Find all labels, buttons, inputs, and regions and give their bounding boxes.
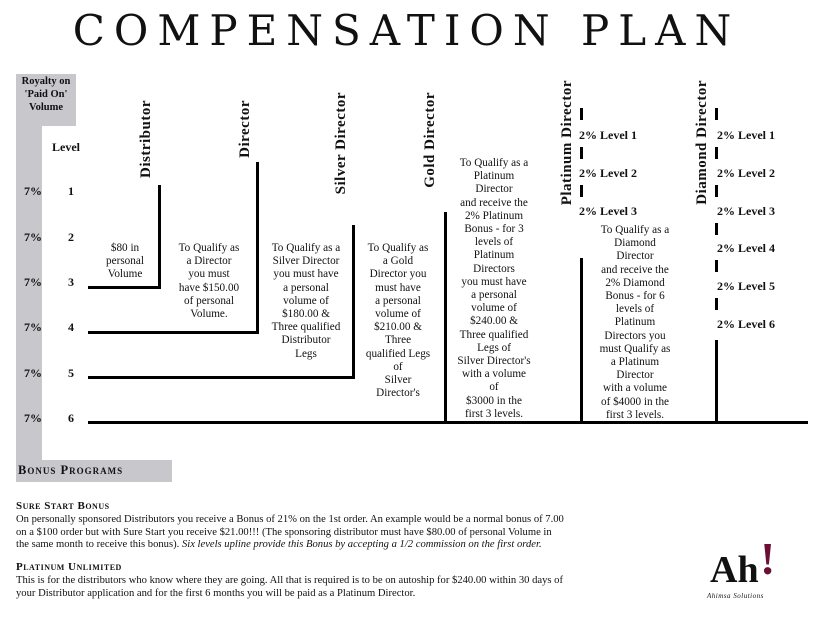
sure-start-text <box>16 514 696 552</box>
level-2-number: 2 <box>68 230 74 244</box>
platinum-unlimited-line-1: This is for the distributors who know where they are going. All that is required is to be on autoship for $240.00 within 30 days of <box>16 575 563 586</box>
platinum-unlimited-heading: Platinum Unlimited <box>16 561 122 573</box>
desc-line: Diamond <box>614 237 656 250</box>
level-2-percent: 7% <box>24 230 42 244</box>
diamond-bonus-level-3: 2% Level 3 <box>717 204 775 218</box>
desc-line: Bonus - for 3 <box>464 223 524 236</box>
desc-line: levels of <box>615 303 655 316</box>
desc-line: volume of <box>471 302 517 315</box>
sure-start-line-3 <box>16 539 696 552</box>
sidebar-band <box>16 74 42 460</box>
desc-line: personal <box>106 255 144 268</box>
desc-line: Legs <box>295 347 317 360</box>
desc-line: Silver <box>384 374 412 387</box>
desc-line: Platinum <box>473 170 515 183</box>
level-5-percent: 7% <box>24 366 42 380</box>
desc-line: a personal <box>375 294 421 307</box>
royalty-label <box>16 75 76 114</box>
director-riser <box>256 162 259 334</box>
desc-line: a Platinum <box>610 356 660 369</box>
platinum-unlimited-text <box>16 575 696 600</box>
desc-line: you must <box>188 268 230 281</box>
platinum-riser <box>580 258 583 424</box>
platinum-dash <box>580 185 583 197</box>
desc-line: a personal <box>283 281 329 294</box>
gold-riser <box>444 212 447 424</box>
desc-line: $3000 in the <box>466 394 522 407</box>
desc-line: To Qualify as <box>367 242 429 254</box>
desc-line: you must have <box>273 268 339 281</box>
desc-line: Volume <box>107 268 143 281</box>
desc-line: first 3 levels. <box>605 408 665 421</box>
desc-line: Silver Director <box>272 255 340 268</box>
diamond-dash <box>715 185 718 197</box>
desc-line: of <box>393 360 403 373</box>
desc-line: Directors you <box>604 329 666 342</box>
level-1-number: 1 <box>68 184 74 198</box>
desc-line: To Qualify as a <box>459 157 529 169</box>
level-3-number: 3 <box>68 275 74 289</box>
desc-line: Three <box>384 334 412 347</box>
rank-director: Director <box>237 100 253 158</box>
level-5-number: 5 <box>68 366 74 380</box>
desc-line: you must have <box>461 275 527 288</box>
desc-line: 2% Platinum <box>464 209 524 222</box>
desc-line: Directors <box>473 262 515 275</box>
diamond-dash <box>715 260 718 272</box>
level-heading: Level <box>52 140 80 154</box>
desc-line: and receive the <box>601 263 669 276</box>
desc-line: Director you <box>369 268 427 281</box>
logo-mark: ! <box>760 533 776 584</box>
sure-start-line-1: On personally sponsored Distributors you receive a Bonus of 21% on the 1st order. An example would be a normal bonus of 7.00 <box>16 514 564 525</box>
bonus-programs-heading: Bonus Programs <box>18 463 124 477</box>
level-6-number: 6 <box>68 411 74 425</box>
desc-line: volume of <box>375 308 421 321</box>
diamond-dash <box>715 298 718 310</box>
rank-distributor: Distributor <box>138 100 154 178</box>
director-step-line <box>88 331 259 334</box>
desc-line: first 3 levels. <box>464 407 524 420</box>
desc-line: and receive the <box>460 196 528 209</box>
desc-line: Platinum <box>614 316 656 329</box>
diamond-bonus-level-2: 2% Level 2 <box>717 166 775 180</box>
level-6-percent: 7% <box>24 411 42 425</box>
desc-line: Legs of <box>477 341 511 354</box>
desc-line: levels of <box>474 236 514 249</box>
diamond-dash <box>715 108 718 120</box>
desc-line: of $4000 in the <box>600 395 670 408</box>
desc-line: of <box>489 381 499 394</box>
platinum-unlimited-line-2: your Distributor application and for the first 6 months you will be paid as a Platinum Director. <box>16 587 416 599</box>
director-description <box>166 242 252 321</box>
distributor-step-line <box>88 286 161 289</box>
distributor-riser <box>158 185 161 289</box>
diamond-bonus-level-5: 2% Level 5 <box>717 279 775 293</box>
desc-line: To Qualify as a <box>600 224 670 236</box>
diamond-bonus-level-6: 2% Level 6 <box>717 317 775 331</box>
desc-line: volume of <box>283 294 329 307</box>
silver-step-line <box>88 376 355 379</box>
sure-start-line-3-text: the same month to receive this bonus). <box>16 539 180 551</box>
platinum-bonus-level-3: 2% Level 3 <box>579 204 637 218</box>
level-3-percent: 7% <box>24 275 42 289</box>
distributor-description <box>96 242 154 282</box>
diamond-dash <box>715 223 718 235</box>
desc-line: Bonus - for 6 <box>605 290 665 303</box>
desc-line: To Qualify as a <box>271 242 341 254</box>
desc-line: 2% Diamond <box>605 276 665 289</box>
sure-start-italic-note: Six levels upline provide this Bonus by accepting a 1/2 commission on the first order. <box>181 539 542 551</box>
desc-line: must have <box>375 281 421 294</box>
gold-step-line <box>88 421 808 424</box>
desc-line: Three qualified <box>459 328 529 341</box>
level-4-percent: 7% <box>24 320 42 334</box>
desc-line: $180.00 & <box>282 308 330 321</box>
level-4-number: 4 <box>68 320 74 334</box>
desc-line: with a volume <box>602 382 667 395</box>
platinum-bonus-level-2: 2% Level 2 <box>579 166 637 180</box>
diamond-riser <box>715 340 718 424</box>
desc-line: $210.00 & <box>374 321 422 334</box>
platinum-dash <box>580 108 583 120</box>
platinum-director-description <box>448 157 540 421</box>
desc-line: Director <box>616 369 654 382</box>
desc-line: To Qualify as <box>178 242 240 254</box>
platinum-bonus-level-1: 2% Level 1 <box>579 128 637 142</box>
desc-line: Director's <box>376 387 420 400</box>
sure-start-heading: Sure Start Bonus <box>16 500 110 512</box>
desc-line: Director <box>616 250 654 263</box>
rank-platinum-director: Platinum Director <box>559 80 575 206</box>
desc-line: of personal <box>183 294 235 307</box>
desc-line: must Qualify as <box>599 342 671 355</box>
desc-line: qualified Legs <box>365 347 431 360</box>
diamond-director-description <box>587 224 683 422</box>
diamond-bonus-level-4: 2% Level 4 <box>717 241 775 255</box>
gold-director-description <box>355 242 441 400</box>
rank-gold-director: Gold Director <box>422 92 438 188</box>
sure-start-line-2: on a $100 order but with Sure Start you receive $21.00!!! (The sponsoring distributor must have $80.00 of personal Volume in <box>16 526 552 538</box>
royalty-line-2: 'Paid On' <box>24 89 68 100</box>
desc-line: Director <box>475 183 513 196</box>
desc-line: Silver Director's <box>457 355 531 368</box>
level-1-percent: 7% <box>24 184 42 198</box>
platinum-dash <box>580 147 583 159</box>
diamond-bonus-level-1: 2% Level 1 <box>717 128 775 142</box>
logo-text: Ah <box>710 549 759 591</box>
desc-line: a personal <box>471 289 517 302</box>
desc-line: a Gold <box>382 255 414 268</box>
desc-line: $240.00 & <box>470 315 518 328</box>
desc-line: a Director <box>186 255 232 268</box>
desc-line: Volume. <box>190 308 228 321</box>
rank-silver-director: Silver Director <box>333 92 349 195</box>
desc-line: Three qualified <box>271 321 341 334</box>
silver-director-description <box>260 242 352 361</box>
royalty-line-3: Volume <box>28 102 64 113</box>
rank-diamond-director: Diamond Director <box>694 80 710 205</box>
desc-line: have $150.00 <box>178 281 240 294</box>
desc-line: Platinum <box>473 249 515 262</box>
logo-subtitle: Ahimsa Solutions <box>707 592 764 600</box>
desc-line: $80 in <box>110 242 140 254</box>
diamond-dash <box>715 147 718 159</box>
page-title: COMPENSATION PLAN <box>72 6 741 55</box>
royalty-line-1: Royalty on <box>21 76 71 87</box>
desc-line: with a volume <box>461 368 526 381</box>
desc-line: Distributor <box>281 334 331 347</box>
